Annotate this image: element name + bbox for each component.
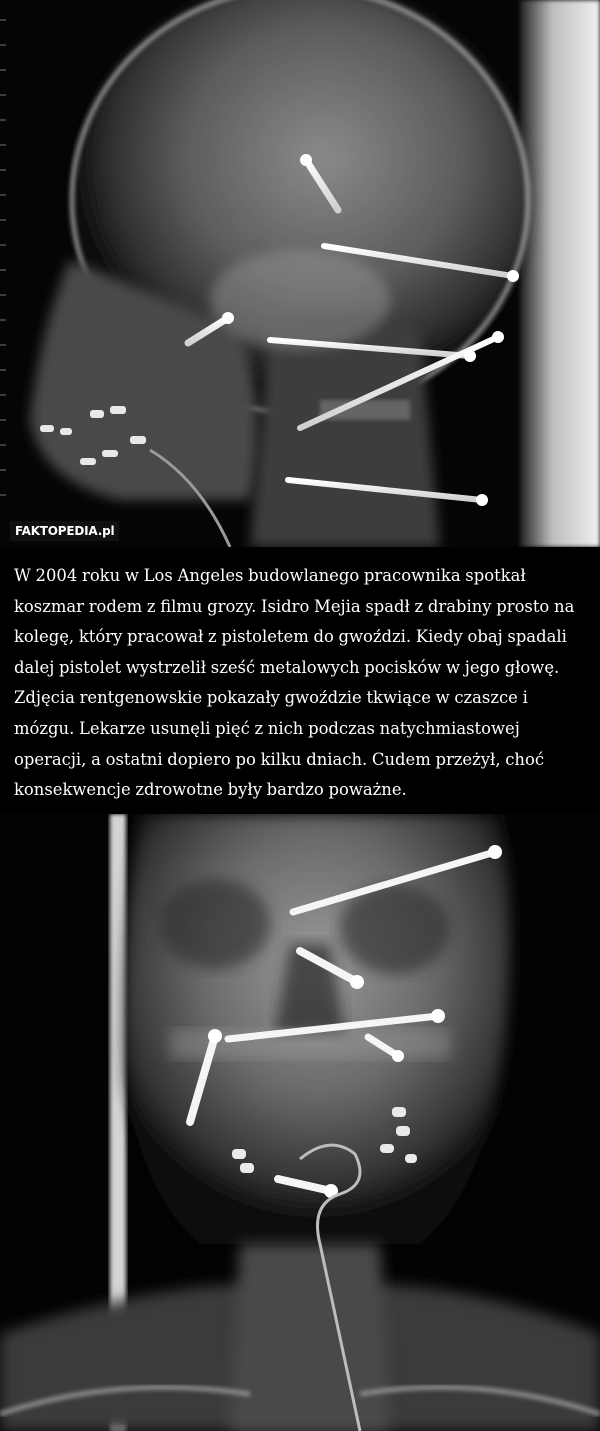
frontal-skull-xray-image	[0, 814, 600, 1431]
faktopedia-watermark: FAKTOPEDIA.pl	[10, 521, 119, 541]
lateral-skull-xray-image	[0, 0, 600, 547]
story-caption: W 2004 roku w Los Angeles budowlanego pracownika spotkał koszmar rodem z filmu grozy. Isidro Mejia spadł z drabiny prosto na kolegę, który pracował z pistoletem do gwoździ. Kiedy obaj spadali dalej pistolet wystrzelił sześć metalowych pocisków w jego głowę. Zdjęcia rentgenowskie pokazały gwoździe tkwiące w czaszce i mózgu. Lekarze usunęli pięć z nich podczas natychmiastowej operacji, a ostatni dopiero po kilku dniach. Cudem przeżył, choć konsekwencje zdrowotne były bardzo poważne.	[0, 547, 600, 814]
